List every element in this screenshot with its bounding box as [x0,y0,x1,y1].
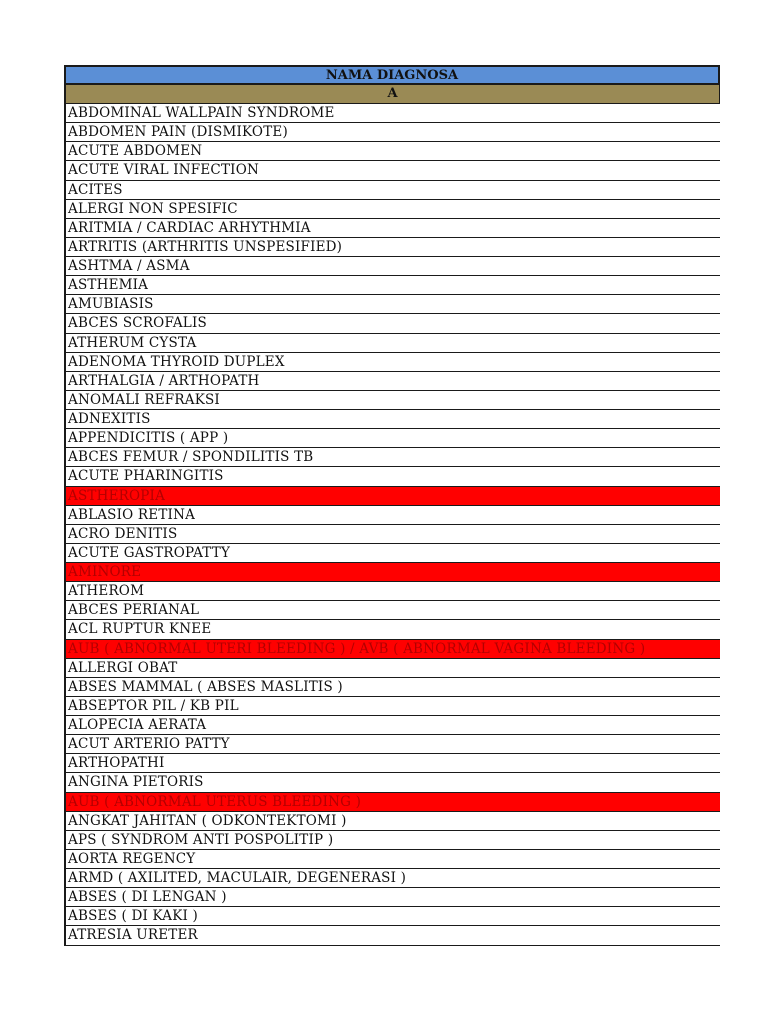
table-row: ARTHALGIA / ARTHOPATH [66,372,720,391]
table-row: ABSES MAMMAL ( ABSES MASLITIS ) [66,678,720,697]
table-row: ABDOMEN PAIN (DISMIKOTE) [66,123,720,142]
table-row: AORTA REGENCY [66,850,720,869]
table-row-highlighted: ASTHEROPIA [66,487,720,506]
table-row: ARMD ( AXILITED, MACULAIR, DEGENERASI ) [66,869,720,888]
table-row: ADNEXITIS [66,410,720,429]
table-row: ANOMALI REFRAKSI [66,391,720,410]
table-row: AMUBIASIS [66,295,720,314]
table-header: NAMA DIAGNOSA [64,65,720,85]
table-row: ARTHOPATHI [66,754,720,773]
table-row: ARTRITIS (ARTHRITIS UNSPESIFIED) [66,238,720,257]
table-row: ABCES FEMUR / SPONDILITIS TB [66,448,720,467]
table-row: ACL RUPTUR KNEE [66,620,720,639]
table-row: ASHTMA / ASMA [66,257,720,276]
table-row: ASTHEMIA [66,276,720,295]
table-row: APS ( SYNDROM ANTI POSPOLITIP ) [66,831,720,850]
table-row: ATHEROM [66,582,720,601]
table-row: ACUTE ABDOMEN [66,142,720,161]
table-row: APPENDICITIS ( APP ) [66,429,720,448]
table-row: ACUTE PHARINGITIS [66,467,720,486]
table-row: ADENOMA THYROID DUPLEX [66,353,720,372]
table-row: ACUTE GASTROPATTY [66,544,720,563]
table-row: ANGKAT JAHITAN ( ODKONTEKTOMI ) [66,812,720,831]
table-row: ALERGI NON SPESIFIC [66,200,720,219]
table-row: ABLASIO RETINA [66,506,720,525]
table-row-highlighted: AUB ( ABNORMAL UTERUS BLEEDING ) [66,793,720,812]
table-row: ATRESIA URETER [66,926,720,945]
table-row: ATHERUM CYSTA [66,334,720,353]
table-row: ANGINA PIETORIS [66,773,720,792]
table-row: ALLERGI OBAT [66,659,720,678]
table-row-highlighted: AUB ( ABNORMAL UTERI BLEEDING ) / AVB ( ABNORMAL VAGINA BLEEDING ) [66,640,720,659]
table-row: ACITES [66,181,720,200]
table-row: ACRO DENITIS [66,525,720,544]
table-row: ABSES ( DI KAKI ) [66,907,720,926]
section-letter: A [64,85,720,104]
table-row: ALOPECIA AERATA [66,716,720,735]
table-row: ABCES PERIANAL [66,601,720,620]
diagnosis-table [64,65,720,946]
table-row-highlighted: AMINORE [66,563,720,582]
table-row: ARITMIA / CARDIAC ARHYTHMIA [66,219,720,238]
table-row: ABCES SCROFALIS [66,314,720,333]
table-row: ACUT ARTERIO PATTY [66,735,720,754]
diagnosis-list [64,104,720,946]
table-row: ABSES ( DI LENGAN ) [66,888,720,907]
table-row: ABSEPTOR PIL / KB PIL [66,697,720,716]
table-row: ABDOMINAL WALLPAIN SYNDROME [66,104,720,123]
table-row: ACUTE VIRAL INFECTION [66,161,720,180]
